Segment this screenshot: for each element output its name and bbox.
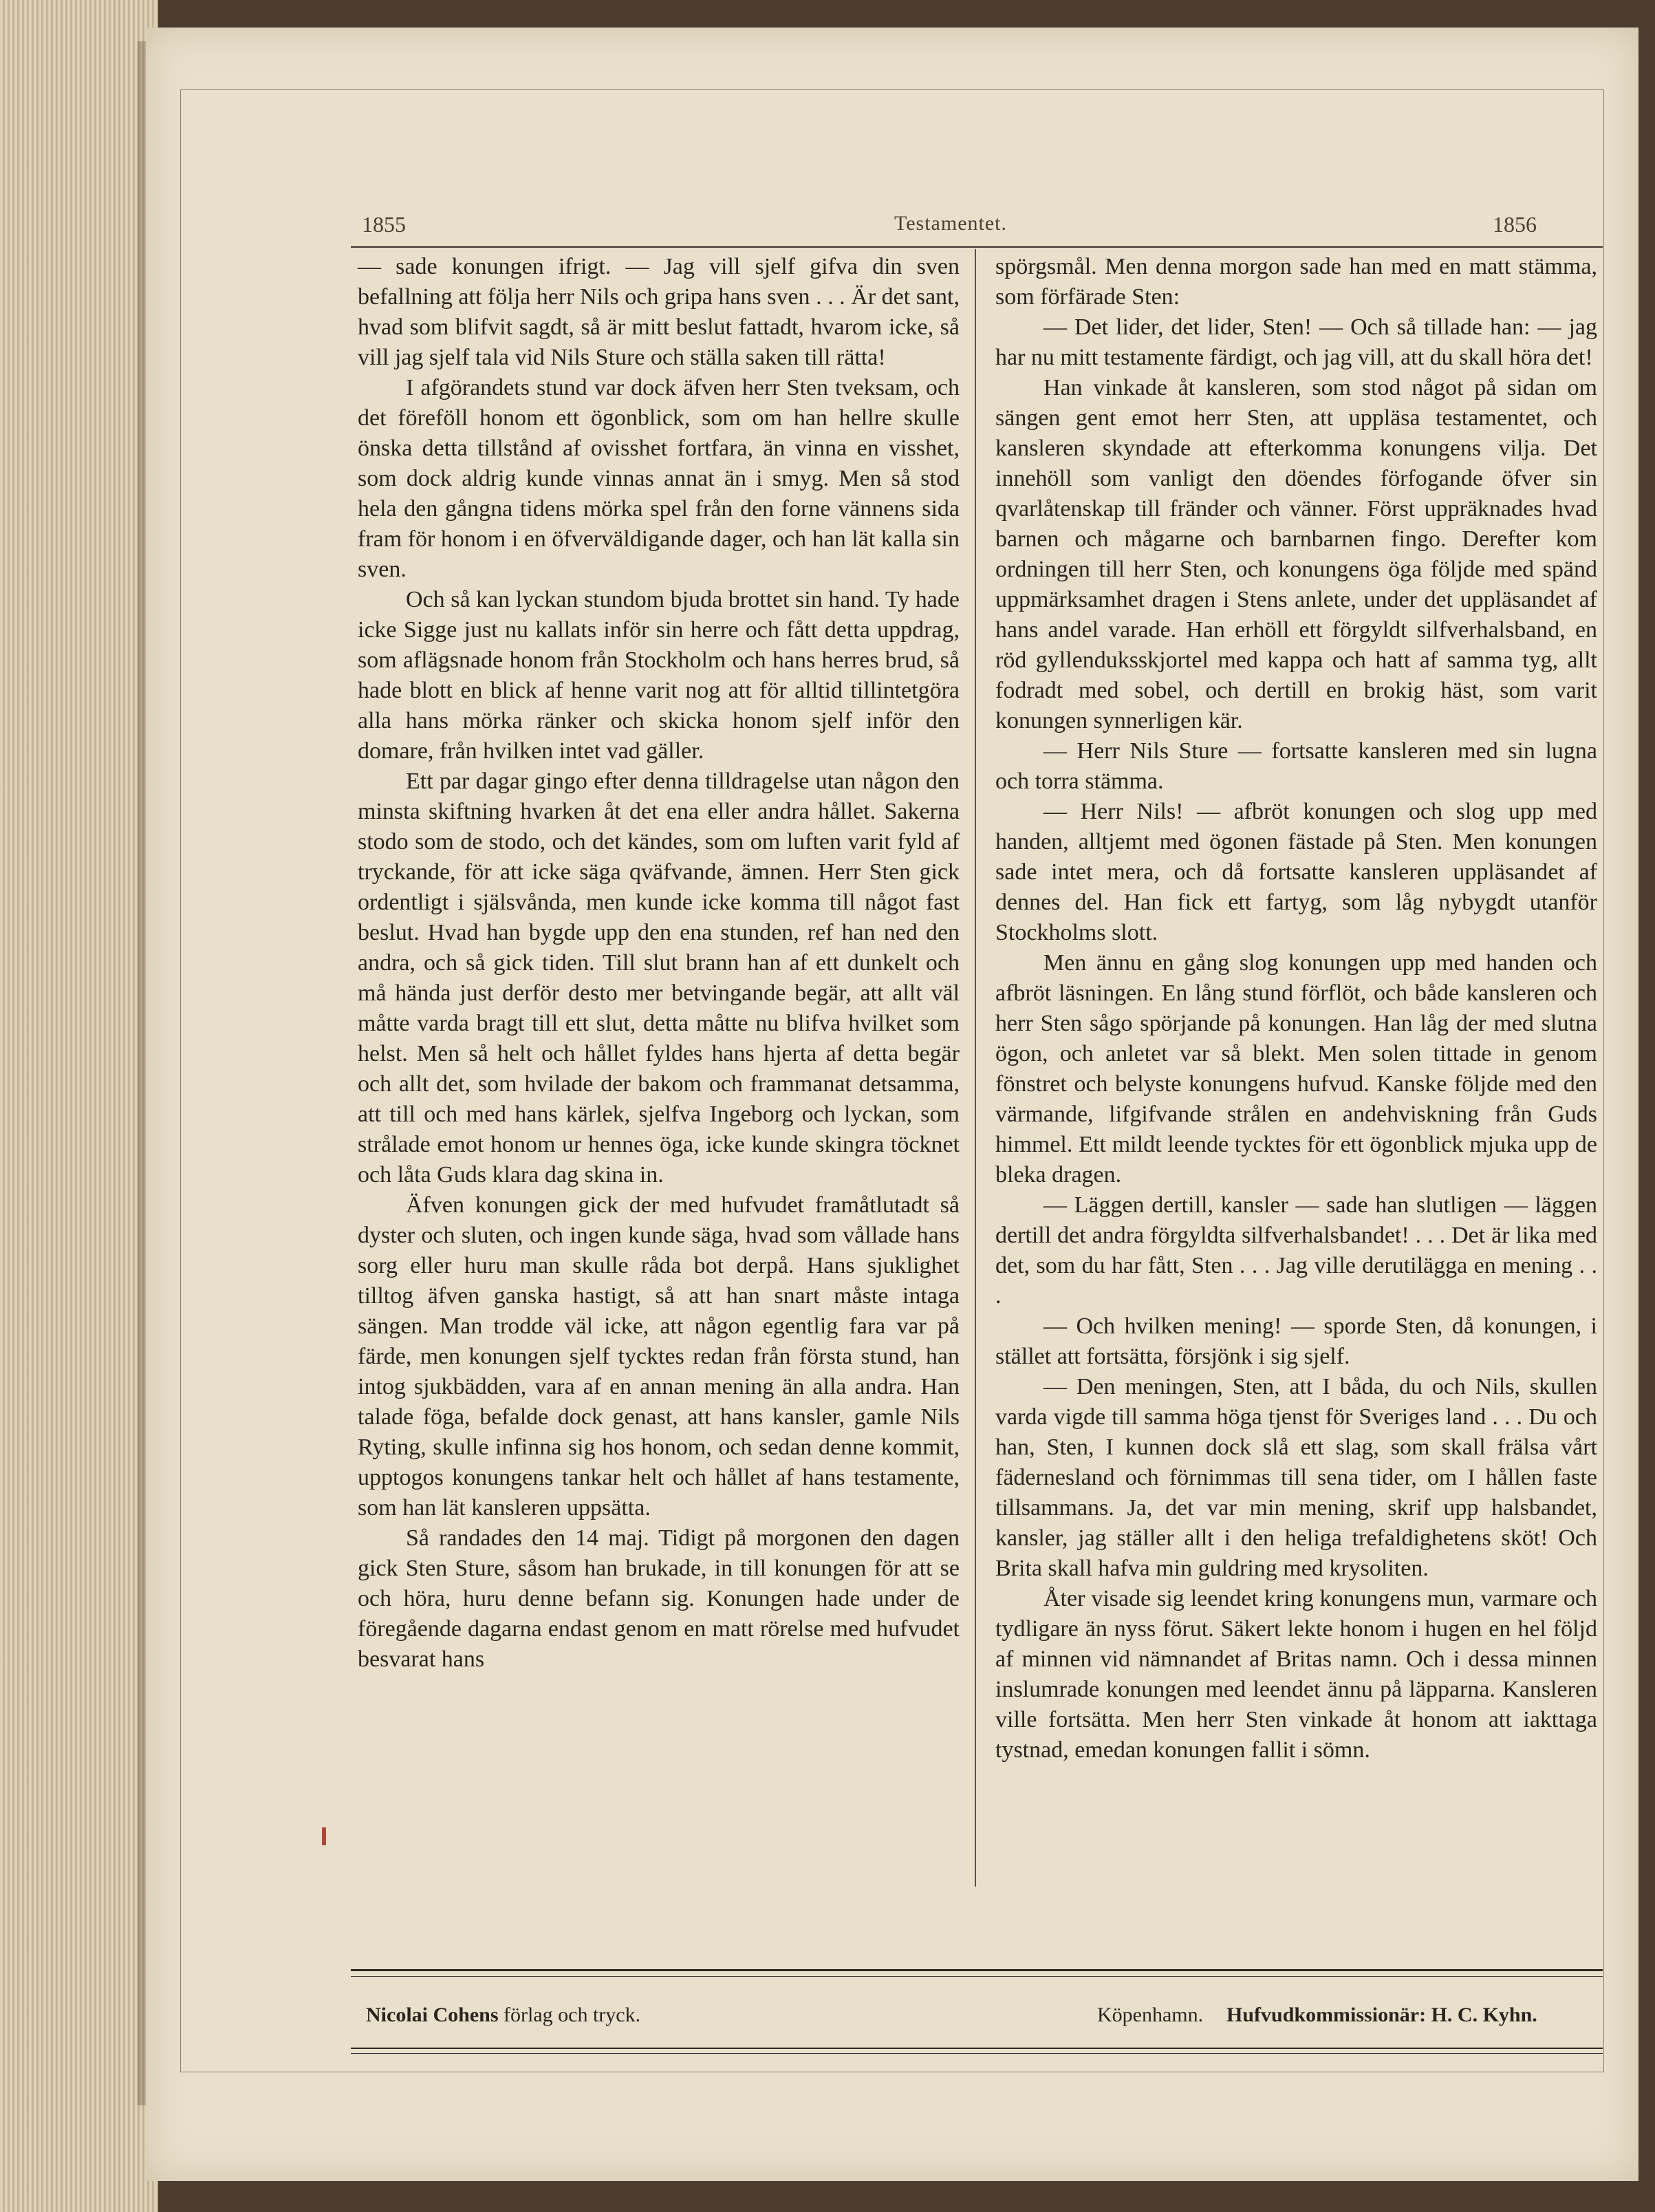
publisher-rest: förlag och tryck. bbox=[498, 2004, 641, 2026]
paragraph: Men ännu en gång slog konungen upp med handen och afbröt läsningen. En lång stund förflöt, och både kansleren och herr Sten sågo spörjande på konungen. Han låg der med slutna ögon, och anletet var så blekt. Men solen tittade in genom fönstret och belyste konungens hufvud. Kanske följde med den värmande, lifgifvande strålen en andehviskning från Guds himmel. Ett mildt leende tycktes för ett ögonblick mjuka upp de bleka dragen. bbox=[995, 950, 1597, 1188]
paragraph: spörgsmål. Men denna morgon sade han med en matt stämma, som förfärade Sten: bbox=[995, 254, 1597, 310]
footer-rule-thin bbox=[351, 1976, 1603, 1977]
paragraph: — Den meningen, Sten, att I båda, du och Nils, skullen varda vigde till samma höga tjenst för Sveriges land . . . Du och han, Sten, I kunnen dock slå ett slag, som skall frälsa vårt fädernesland och förnimmas till sena tider, om I hållen faste tillsammans. Ja, det var min mening, skrif upp halsbandet, kansler, jag ställer allt i den heliga trefaldighetens sköt! Och Brita skall hafva min guldring med krysoliten. bbox=[995, 1374, 1597, 1581]
right-text-column bbox=[995, 252, 1597, 1765]
paragraph: I afgörandets stund var dock äfven herr Sten tveksam, och det föreföll honom ett ögonblick, som om han hellre skulle önska detta tillstånd af ovisshet fortfara, än vinna en visshet, som dock aldrig kunde vinnas annat än i smyg. Men så stod hela den gångna tidens mörka spel från den forne vännens sida fram för honom i en öfverväldigande dager, och han lät kalla sin sven. bbox=[358, 375, 960, 582]
bottom-rule-thick bbox=[351, 2048, 1603, 2049]
paragraph: Så randades den 14 maj. Tidigt på morgonen den dagen gick Sten Sture, såsom han brukade, in till konungen för att se och höra, huru denne befann sig. Konungen hade under de föregående dagarna endast genom en matt rörelse med hufvudet besvarat hans bbox=[358, 1525, 960, 1672]
paragraph: — Och hvilken mening! — sporde Sten, då konungen, i stället att fortsätta, försjönk i sig sjelf. bbox=[995, 1313, 1597, 1369]
paragraph: — Herr Nils! — afbröt konungen och slog upp med handen, alltjemt med ögonen fästade på Sten. Men konungen sade intet mera, och då fortsatte kansleren uppläsandet af dennes del. Han fick ett fartyg, som låg nybygdt utanför Stockholms slott. bbox=[995, 799, 1597, 945]
paragraph: — Det lider, det lider, Sten! — Och så tillade han: — jag har nu mitt testamente färdigt, och jag vill, att du skall höra det! bbox=[995, 314, 1597, 370]
paragraph: Och så kan lyckan stundom bjuda brottet sin hand. Ty hade icke Sigge just nu kallats inför sin herre och fått detta uppdrag, som aflägsnade honom från Stockholm och hans herres brud, så hade blott en blick af henne varit nog att för alltid tillintetgöra alla hans mörka ränker och skicka honom sjelf inför den domare, från hvilken intet vad gäller. bbox=[358, 587, 960, 764]
paragraph: Äfven konungen gick der med hufvudet framåtlutadt så dyster och sluten, och ingen kunde säga, hvad som vållade hans sorg eller huru man skulle råda bot derpå. Hans sjuklighet tilltog äfven ganska hastigt, så att han snart måste intaga sängen. Man trodde väl icke, att någon egentlig fara var på färde, men konungen sjelf tycktes redan från första stund, han intog sjukbädden, vara af en annan mening än alla andra. Han talade föga, befalde dock genast, att hans kansler, gamle Nils Ryting, skulle infinna sig hos honom, och sedan denne kommit, upptogos konungens tankar helt och hållet af hans testamente, som han lät kansleren uppsätta. bbox=[358, 1192, 960, 1521]
commission-label: Hufvudkommissionär: bbox=[1226, 2004, 1431, 2026]
paragraph: — Herr Nils Sture — fortsatte kansleren med sin lugna och torra stämma. bbox=[995, 738, 1597, 794]
imprint-city: Köpenhamn. bbox=[1097, 2004, 1204, 2026]
paragraph: — Läggen dertill, kansler — sade han slutligen — läggen dertill det andra förgyldta silfverhalsbandet! . . . Det är lika med det, som du har fått, Sten . . . Jag ville derutilägga en mening . . . bbox=[995, 1192, 1597, 1309]
commission-imprint bbox=[1226, 2004, 1537, 2027]
paragraph: Ett par dagar gingo efter denna tilldragelse utan någon den minsta skiftning hvarken åt det ena eller andra hållet. Sakerna stodo som de stodo, och det kändes, som om luften varit fyld af tryckande, för att icke säga qväfvande, ämnen. Herr Sten gick ordentligt i själsvånda, men kunde icke komma till något fast beslut. Hvad han bygde upp den ena stunden, ref han ned den andra, och så gick tiden. Till slut brann han af ett dunkelt och må hända just derför desto mer betvingande begär, att allt väl måtte varda bragt till ett slut, detta måtte nu blifva hvilket som helst. Men så helt och hållet fyldes hans hjerta af detta begär och allt det, som hvilade der bakom och frammanat detsamma, att till och med hans kärlek, sjelfva Ingeborg och lyckan, som strålade emot honom ur hennes öga, icke kunde skingra töcknet och låta Guds klara dag skina in. bbox=[358, 769, 960, 1188]
left-text-column bbox=[358, 252, 960, 1675]
publisher-name: Nicolai Cohens bbox=[366, 2004, 499, 2026]
footer-rule-thick bbox=[351, 1969, 1603, 1971]
running-title: Testamentet. bbox=[894, 212, 1008, 235]
book-page-edges bbox=[0, 0, 158, 2212]
ink-spot bbox=[322, 1827, 326, 1845]
page-number-right: 1856 bbox=[1493, 212, 1537, 237]
publisher-imprint bbox=[366, 2004, 640, 2027]
bottom-rule-thin bbox=[351, 2053, 1603, 2054]
paragraph: Åter visade sig leendet kring konungens mun, varmare och tydligare än nyss förut. Säkert lekte honom i hugen en hel följd af minnen vid nämnandet af Britas namn. Och i dessa minnen inslumrade konungen med leendet ännu på läpparna. Kansleren ville fortsätta. Men herr Sten vinkade åt honom att iakttaga tystnad, emedan konungen fallit i sömn. bbox=[995, 1586, 1597, 1763]
column-divider bbox=[975, 249, 976, 1887]
header-rule bbox=[351, 246, 1603, 248]
commission-name: H. C. Kyhn. bbox=[1431, 2004, 1537, 2026]
page-number-left: 1855 bbox=[362, 212, 406, 237]
paragraph: Han vinkade åt kansleren, som stod något på sidan om sängen gent emot herr Sten, att uppläsa testamentet, och kansleren skyndade att efterkomma konungens vilja. Det innehöll som vanligt den döendes förfogande öfver sin qvarlåtenskap till fränder och vänner. Först uppräknades hvad barnen och mågarne och barnbarnen fingo. Derefter kom ordningen till herr Sten, och konungens öga följde med spänd uppmärksamhet dragen i Stens anlete, under det uppläsandet af hans andel varade. Han erhöll ett förgyldt silfverhalsband, en röd gyllenduksskjortel med kappa och hatt af samma tyg, allt fodradt med sobel, och dertill en brokig häst, som varit konungen synnerligen kär. bbox=[995, 375, 1597, 733]
paragraph: — sade konungen ifrigt. — Jag vill sjelf gifva din sven befallning att följa herr Nils och gripa hans sven . . . Är det sant, hvad som blifvit sagdt, så är mitt beslut fattadt, hvarom icke, så vill jag sjelf tala vid Nils Sture och ställa saken till rätta! bbox=[358, 254, 960, 370]
